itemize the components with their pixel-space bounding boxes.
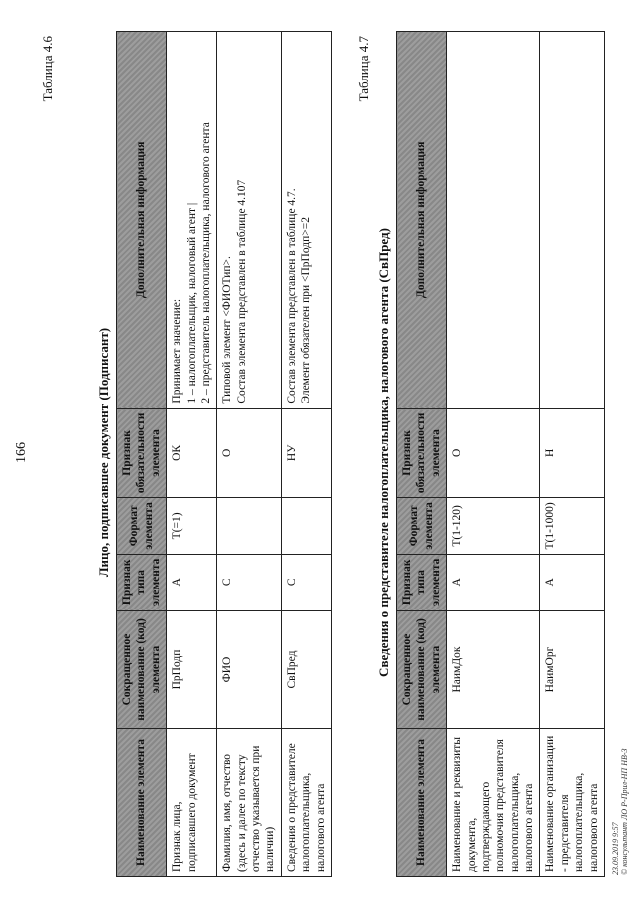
table-cell: Типовой элемент <ФИОТип>. Состав элемента представлен в таблице 4.107 [217,32,282,409]
table-cell [447,32,540,409]
table-cell: О [447,408,540,498]
table-cell: С [217,554,282,610]
column-header: Сокращенное наименование (код) элемента [397,611,447,729]
table-cell: О [217,408,282,498]
table-4-6-label: Таблица 4.6 [40,36,55,102]
table-cell: Наименование организации - представителя налогоплательщика, налогового агента [540,729,605,877]
table-cell: Т(1-120) [447,498,540,554]
table-cell: Сведения о представителе налогоплательщика, налогового агента [281,729,331,877]
table-cell [281,498,331,554]
column-header: Формат элемента [397,498,447,554]
table-row [540,32,605,877]
table-cell: Признак лица, подписавшего документ [167,729,217,877]
table-cell: НУ [281,408,331,498]
table-4-7-title: Сведения о представителе налогоплательщика, налогового агента (СвПред) [376,228,391,677]
column-header: Признак типа элемента [117,554,167,610]
table-cell: А [447,554,540,610]
column-header: Сокращенное наименование (код) элемента [117,611,167,729]
table-cell: ФИО [217,611,282,729]
footer-line-2: © консультант ЛО Р-Прил-НП НВ-3 [620,748,630,875]
table-cell: С [281,554,331,610]
table-4-7 [396,31,605,877]
footer-note [611,748,630,875]
table-cell: НаимДок [447,611,540,729]
table-cell: Фамилия, имя, отчество (здесь и далее по тексту отчество указывается при наличии) [217,729,282,877]
table-header-row [117,32,167,877]
table-4-7-label: Таблица 4.7 [356,36,371,102]
table-cell: ПрПодп [167,611,217,729]
table-cell: Состав элемента представлен в таблице 4.7. Элемент обязателен при <ПрПодп>=2 [281,32,331,409]
column-header: Признак типа элемента [397,554,447,610]
table-4-6 [116,31,332,877]
column-header: Признак обязательности элемента [397,408,447,498]
column-header: Признак обязательности элемента [117,408,167,498]
table-cell: А [167,554,217,610]
table-4-6-title: Лицо, подписавшее документ (Подписант) [96,327,111,578]
column-header: Дополнительная информация [117,32,167,409]
footer-line-1: 23.09.2019 9:57 [610,822,620,875]
table-row [447,32,540,877]
table-row [167,32,217,877]
table-cell [217,498,282,554]
table-cell: Н [540,408,605,498]
column-header: Формат элемента [117,498,167,554]
page-number: 166 [14,442,29,463]
table-cell: ОК [167,408,217,498]
table-cell: Наименование и реквизиты документа, подтверждающего полномочия представителя налогоплательщика, налогового агента [447,729,540,877]
table-cell [540,32,605,409]
table-row [281,32,331,877]
table-cell: СвПред [281,611,331,729]
table-cell: Т(=1) [167,498,217,554]
table-row [217,32,282,877]
table-header-row [397,32,447,877]
table-cell: НаимОрг [540,611,605,729]
column-header: Дополнительная информация [397,32,447,409]
table-cell: Т(1-1000) [540,498,605,554]
table-cell: А [540,554,605,610]
column-header: Наименование элемента [397,729,447,877]
column-header: Наименование элемента [117,729,167,877]
table-cell: Принимает значение: 1 – налогоплательщик, налоговый агент | 2 – представитель налогоплательщика, налогового агента [167,32,217,409]
